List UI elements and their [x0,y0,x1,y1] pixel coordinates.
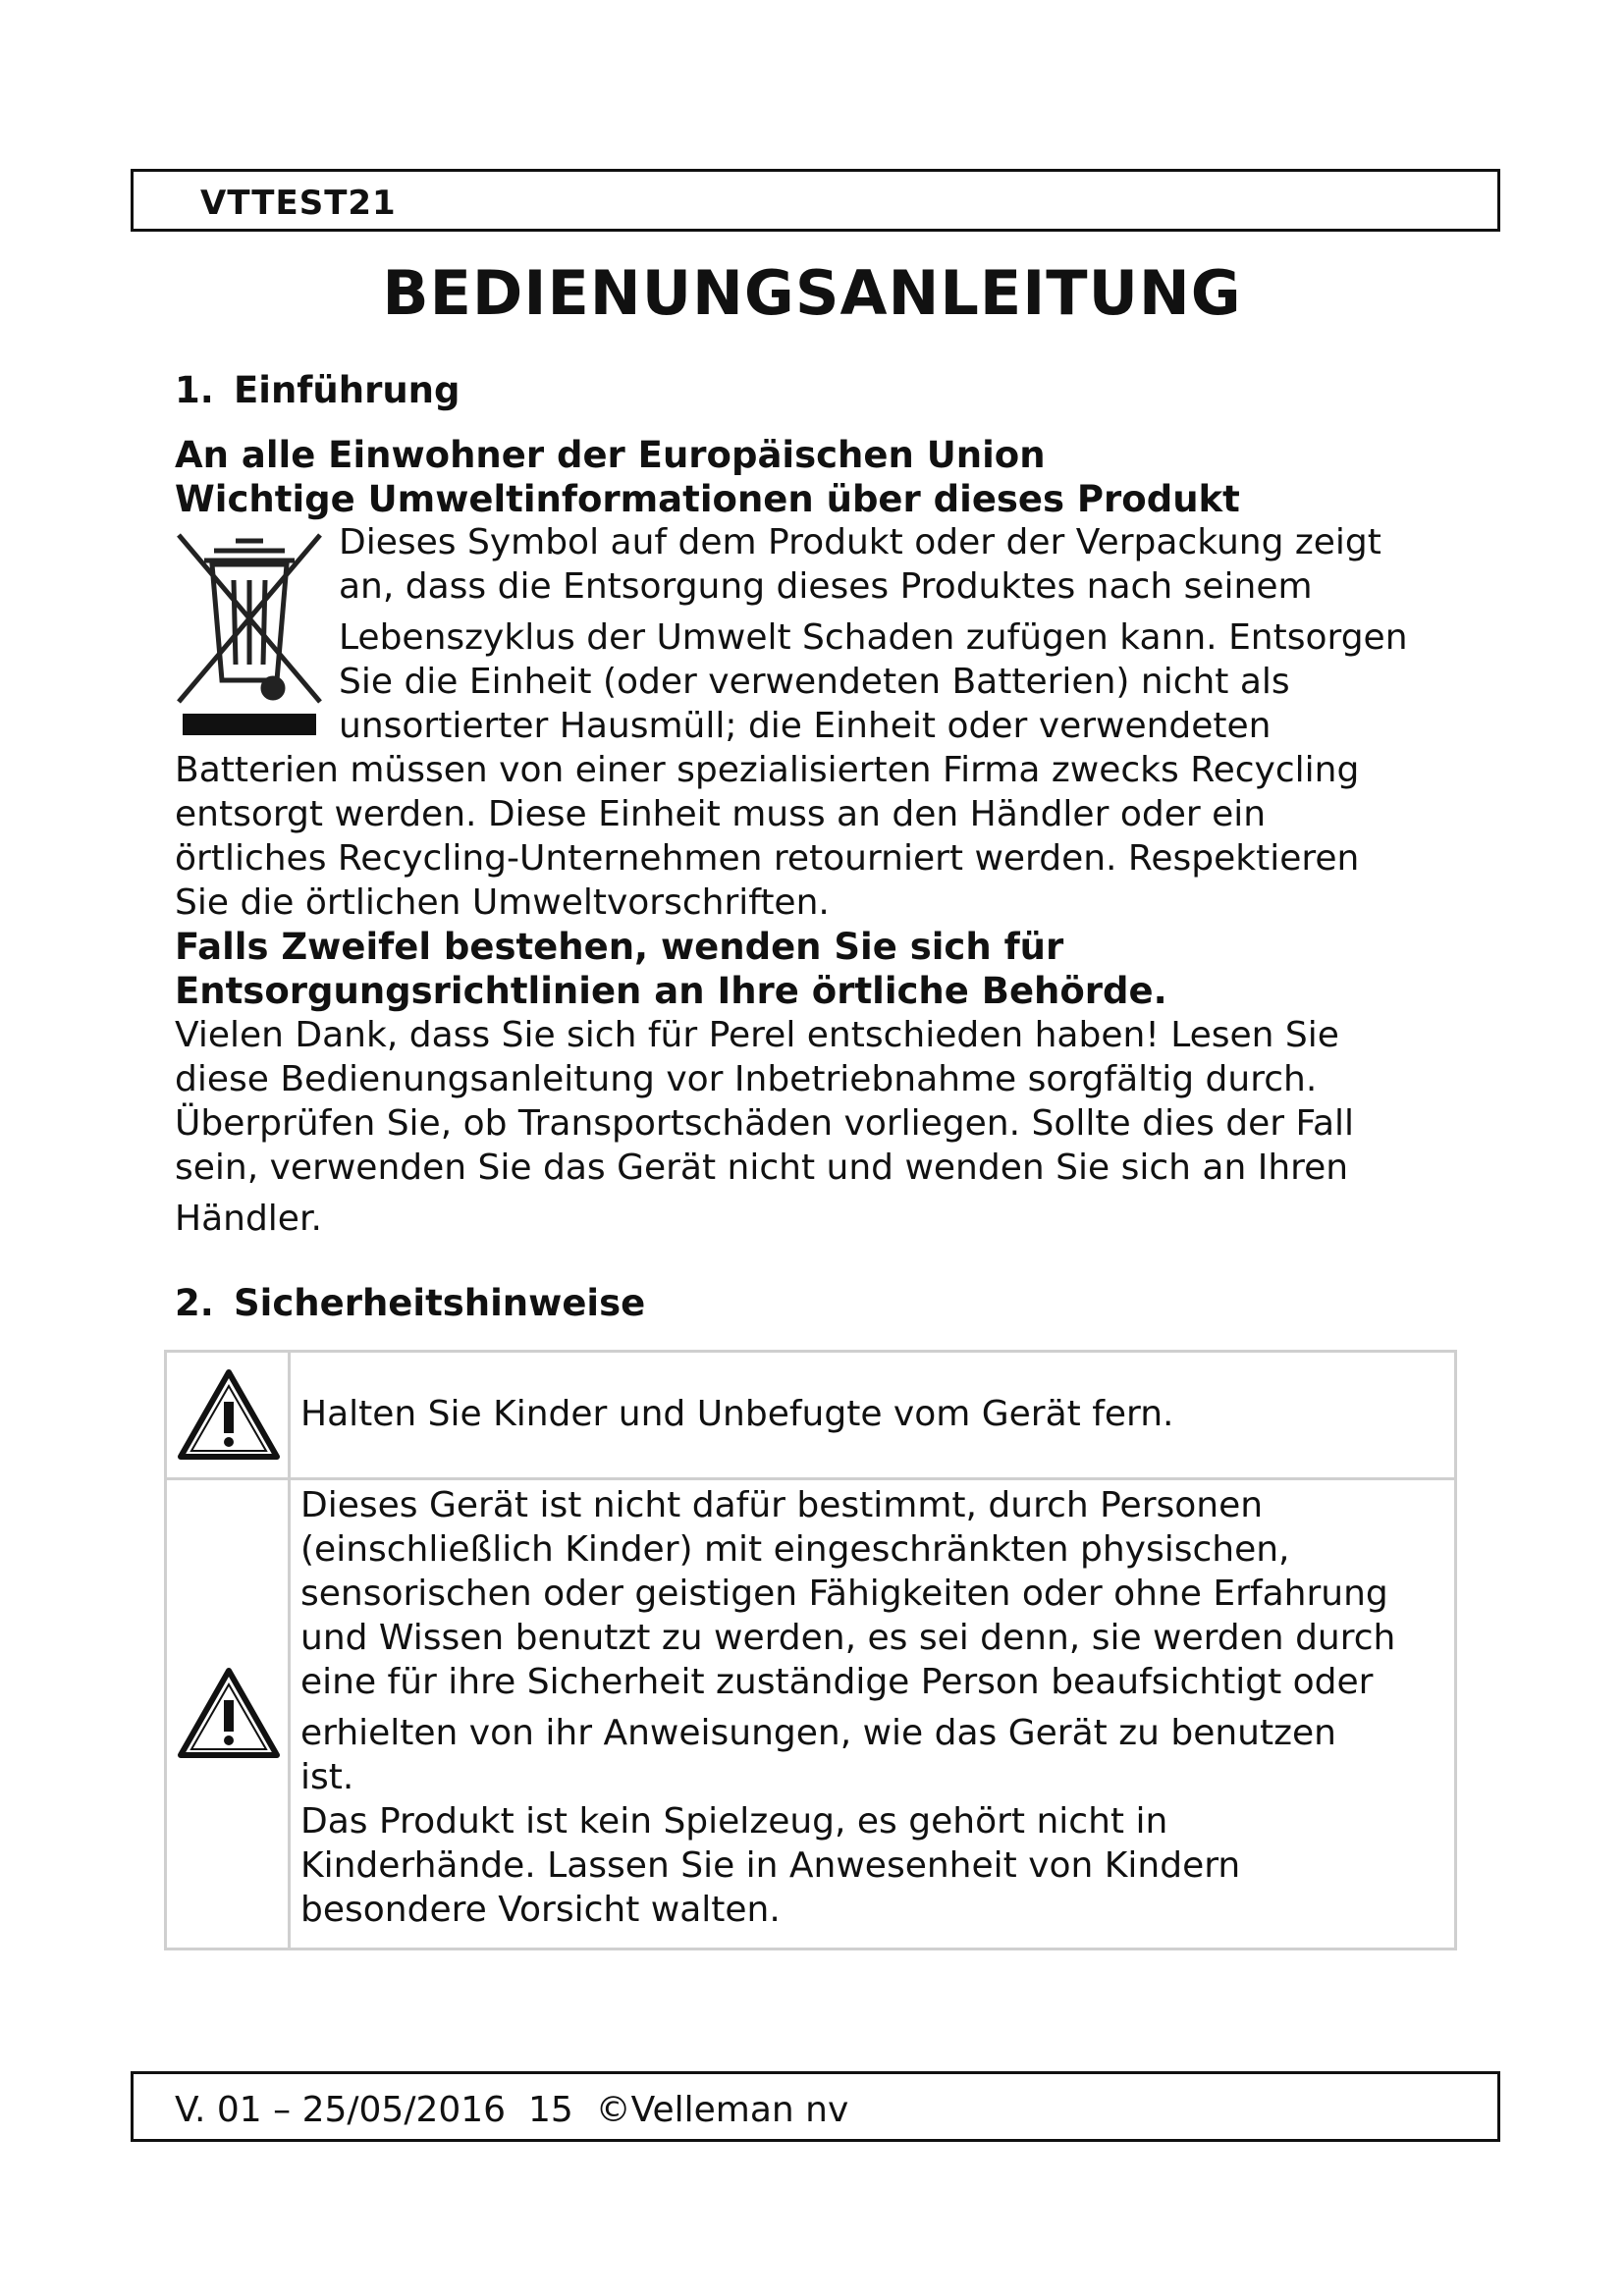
env-line: Lebenszyklus der Umwelt Schaden zufügen kann. Entsorgen [339,617,1408,658]
section-1-title: Einführung [234,369,460,411]
warning-triangle-icon [175,1366,283,1465]
safety-text: erhielten von ihr Anweisungen, wie das Gerät zu benutzen [300,1713,1336,1753]
env-line: örtliches Recycling-Unternehmen retourniert werden. Respektieren [175,838,1360,879]
safety-text: Das Produkt ist kein Spielzeug, es gehört nicht in [300,1801,1168,1842]
env-line: Sie die Einheit (oder verwendeten Batterien) nicht als [339,662,1290,702]
safety-icon-cell [167,1353,291,1477]
thanks-line: Überprüfen Sie, ob Transportschäden vorliegen. Sollte dies der Fall [175,1103,1355,1144]
section-2-title: Sicherheitshinweise [234,1282,646,1324]
thanks-line: diese Bedienungsanleitung vor Inbetriebnahme sorgfältig durch. [175,1059,1318,1099]
footer-box [131,2071,1500,2142]
env-line: an, dass die Entsorgung dieses Produktes nach seinem [339,566,1313,607]
safety-text: (einschließlich Kinder) mit eingeschränkten physischen, [300,1529,1290,1570]
safety-text: Dieses Gerät ist nicht dafür bestimmt, durch Personen [300,1485,1264,1525]
weee-crossed-bin-icon [175,533,324,739]
safety-text: besondere Vorsicht walten. [300,1890,781,1930]
thanks-line: Händler. [175,1199,322,1239]
safety-row [167,1353,1454,1480]
env-line: Dieses Symbol auf dem Produkt oder der Verpackung zeigt [339,522,1381,562]
env-line: unsortierter Hausmüll; die Einheit oder verwendeten [339,706,1272,746]
document-title: BEDIENUNGSANLEITUNG [382,257,1242,329]
safety-text: ist. [300,1757,354,1797]
thanks-line: Vielen Dank, dass Sie sich für Perel entschieden haben! Lesen Sie [175,1015,1339,1055]
safety-text: Halten Sie Kinder und Unbefugte vom Gerät fern. [300,1394,1174,1434]
safety-table [164,1350,1457,1950]
section-1-heading [175,369,460,411]
safety-text: Kinderhände. Lassen Sie in Anwesenheit von Kindern [300,1845,1241,1886]
safety-text: sensorischen oder geistigen Fähigkeiten oder ohne Erfahrung [300,1574,1388,1614]
section-1-number: 1. [175,369,214,411]
safety-text: eine für ihre Sicherheit zuständige Person beaufsichtigt oder [300,1662,1374,1702]
warning-triangle-icon [175,1665,283,1763]
thanks-line: sein, verwenden Sie das Gerät nicht und wenden Sie sich an Ihren [175,1148,1349,1188]
footer-text: V. 01 – 25/05/2016 15 ©Velleman nv [175,2090,849,2130]
safety-text: und Wissen benutzt zu werden, es sei denn, sie werden durch [300,1618,1396,1658]
section-2-heading [175,1282,645,1324]
header-box [131,169,1500,232]
env-line: Batterien müssen von einer spezialisierten Firma zwecks Recycling [175,750,1360,790]
model-name: VTTEST21 [200,184,397,223]
env-line: entsorgt werden. Diese Einheit muss an den Händler oder ein [175,794,1267,834]
env-line: Sie die örtlichen Umweltvorschriften. [175,882,830,923]
eu-residents-line: An alle Einwohner der Europäischen Union [175,434,1046,476]
section-2-number: 2. [175,1282,214,1324]
safety-icon-cell [167,1480,291,1948]
environment-info-line: Wichtige Umweltinformationen über dieses Produkt [175,478,1240,520]
safety-row [167,1480,1454,1948]
doubt-line: Entsorgungsrichtlinien an Ihre örtliche Behörde. [175,970,1167,1012]
doubt-line: Falls Zweifel bestehen, wenden Sie sich für [175,926,1064,968]
